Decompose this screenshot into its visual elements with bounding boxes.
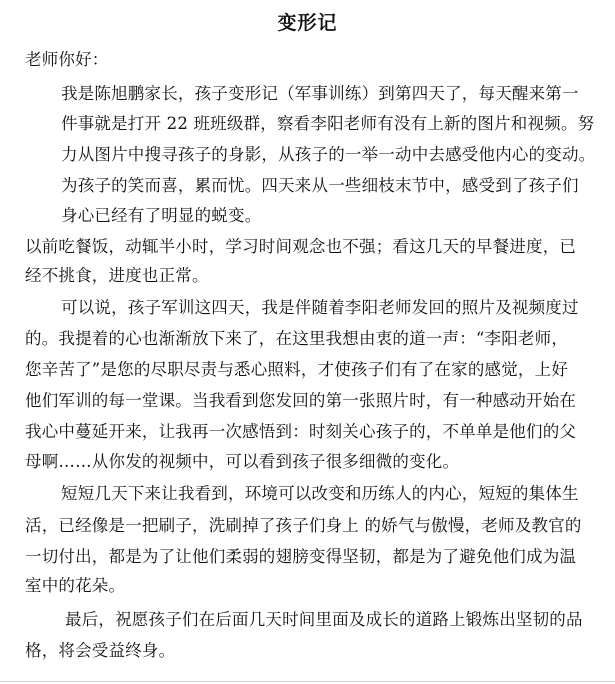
text-line: 您辛苦了”是您的尽职尽责与悉心照料，才使孩子们有了在家的感觉，上好: [25, 360, 569, 379]
document-title: 变形记: [277, 12, 338, 34]
text-line: 格，将会受益终身。: [25, 641, 176, 660]
text-line: 最后，祝愿孩子们在后面几天时间里面及成长的道路上锻炼出坚韧的品: [65, 610, 583, 629]
text-line: 室中的花朵。: [25, 576, 126, 595]
text-line: 一切付出，都是为了让他们柔弱的翅膀变得坚韧，都是为了避免他们成为温: [25, 547, 577, 566]
page-bottom-rule: [0, 681, 615, 682]
text-line: 他们军训的每一堂课。当我看到您发回的第一张照片时，有一种感动开始在: [25, 391, 577, 410]
text-line: 短短几天下来让我看到，环境可以改变和历练人的内心，短短的集体生: [61, 484, 579, 503]
text-line-salutation: 老师你好：: [25, 50, 109, 69]
text-line: 可以说，孩子军训这四天，我是伴随着李阳老师发回的照片及视频度过: [61, 298, 579, 317]
text-line: 以前吃餐饭，动辄半小时，学习时间观念也不强；看这几天的早餐进度，已: [25, 237, 577, 256]
text-line: 力从图片中搜寻孩子的身影，从孩子的一举一动中去感受他内心的变动。: [61, 145, 596, 164]
text-line: 的。我提着的心也渐渐放下来了，在这里我想由衷的道一声：“李阳老师，: [25, 329, 569, 348]
text-line: 身心已经有了明显的蜕变。: [61, 206, 262, 225]
text-line: 经不挑食，进度也正常。: [25, 266, 209, 285]
text-line: 件事就是打开 22 班班级群，察看李阳老师有没有上新的图片和视频。努: [61, 114, 595, 133]
text-line: 我心中蔓延开来，让我再一次感悟到：时刻关心孩子的，不单单是他们的父: [25, 422, 577, 441]
text-line: 我是陈旭鹏家长，孩子变形记（军事训练）到第四天了，每天醒来第一: [61, 84, 579, 103]
text-line: 活，已经像是一把刷子，洗刷掉了孩子们身上 的娇气与傲慢，老师及教官的: [25, 516, 582, 535]
text-line: 母啊……从你发的视频中，可以看到孩子很多细微的变化。: [25, 452, 460, 471]
text-line: 为孩子的笑而喜，累而忧。四天来从一些细枝末节中，感受到了孩子们: [61, 176, 579, 195]
